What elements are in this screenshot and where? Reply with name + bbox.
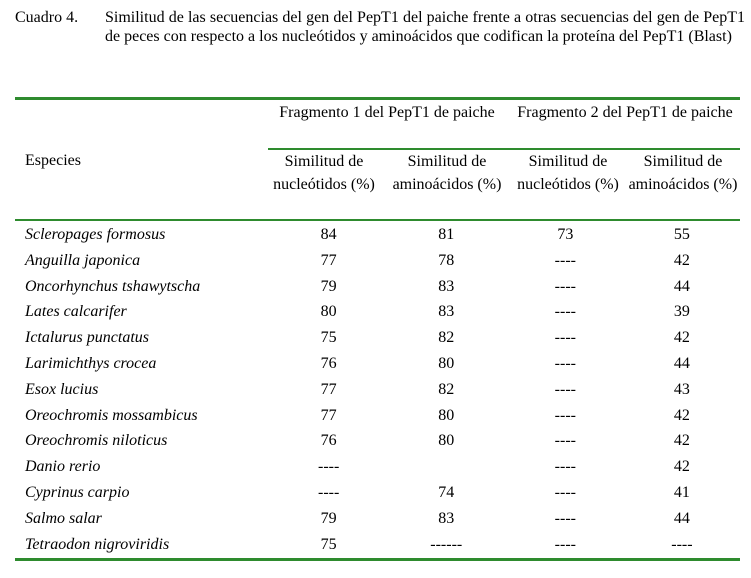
table-row <box>20 299 740 325</box>
value-cell-f2-ami: 41 <box>673 483 690 501</box>
table-row <box>20 248 740 274</box>
value-cell-f2-nuc: ---- <box>554 354 576 372</box>
header-f1-ami: Similitud de aminoácidos (%) <box>392 153 502 193</box>
value-cell-f2-ami: 42 <box>673 432 690 450</box>
table-row <box>20 403 740 429</box>
value-cell-f1-ami: 78 <box>438 251 455 269</box>
top-rule <box>15 97 740 100</box>
value-cell-f2-ami: 43 <box>673 380 690 398</box>
value-cell-f2-ami: 42 <box>673 458 690 476</box>
value-cell-f1-nuc: 75 <box>320 329 337 347</box>
species-cell: Larimichthys crocea <box>25 354 157 372</box>
species-cell: Anguilla japonica <box>25 251 141 269</box>
value-cell-f2-ami: 55 <box>673 226 690 243</box>
species-cell: Oncorhynchus tshawytscha <box>25 277 201 295</box>
species-cell: Esox lucius <box>25 380 99 398</box>
header-group2: Fragmento 2 del PepT1 de paiche <box>517 104 733 121</box>
header-group1: Fragmento 1 del PepT1 de paiche <box>279 104 495 121</box>
value-cell-f2-nuc: ---- <box>554 483 576 501</box>
value-cell-f1-ami: 82 <box>438 380 455 398</box>
species-cell: Ictalurus punctatus <box>25 329 149 347</box>
value-cell-f2-ami: ---- <box>671 535 693 553</box>
value-cell-f1-ami: 83 <box>438 303 455 321</box>
value-cell-f2-nuc: ---- <box>554 303 576 321</box>
table-row <box>20 532 740 558</box>
value-cell-f1-ami: 81 <box>438 226 455 243</box>
table-row <box>20 506 740 532</box>
value-cell-f2-ami: 44 <box>673 277 690 295</box>
value-cell-f1-nuc: 77 <box>320 380 337 398</box>
species-cell: Cyprinus carpio <box>25 483 130 501</box>
value-cell-f2-nuc: ---- <box>554 251 576 269</box>
species-cell: Oreochromis mossambicus <box>25 406 198 424</box>
value-cell-f2-nuc: ---- <box>554 509 576 527</box>
value-cell-f1-ami: 80 <box>438 354 455 372</box>
table-row <box>20 274 740 300</box>
value-cell-f1-ami: 83 <box>438 509 455 527</box>
value-cell-f1-nuc: 77 <box>320 251 337 269</box>
species-cell: Salmo salar <box>25 509 102 527</box>
species-cell: Lates calcarifer <box>25 303 127 321</box>
table-row <box>20 325 740 351</box>
value-cell-f1-ami: 80 <box>438 406 455 424</box>
value-cell-f2-nuc: ---- <box>554 277 576 295</box>
value-cell-f2-ami: 42 <box>673 329 690 347</box>
species-cell: Oreochromis niloticus <box>25 432 168 450</box>
species-cell: Danio rerio <box>25 458 101 476</box>
data-table <box>20 222 740 557</box>
value-cell-f2-nuc: ---- <box>554 458 576 476</box>
caption-text: Similitud de las secuencias del gen del PepT1 del paiche frente a otras secuencias del gen de PepT1 de peces con respecto a los nucleótidos y aminoácidos que codifican la proteína del PepT1 (Blast) <box>105 9 745 45</box>
value-cell-f1-nuc: 76 <box>320 354 337 372</box>
caption-label: Cuadro 4. <box>15 9 79 26</box>
species-cell: Scleropages formosus <box>25 226 166 243</box>
table-row <box>20 351 740 377</box>
header-species: Especies <box>25 152 81 169</box>
value-cell-f1-nuc: 77 <box>320 406 337 424</box>
value-cell-f2-nuc: 73 <box>557 226 574 243</box>
value-cell-f1-nuc: 84 <box>320 226 337 243</box>
header-f2-nuc: Similitud de nucleótidos (%) <box>517 153 619 193</box>
value-cell-f2-ami: 44 <box>673 354 690 372</box>
value-cell-f1-ami: ------ <box>430 535 463 553</box>
value-cell-f2-ami: 42 <box>673 406 690 424</box>
header-f2-ami: Similitud de aminoácidos (%) <box>628 153 738 193</box>
value-cell-f2-ami: 42 <box>673 251 690 269</box>
value-cell-f1-nuc: 76 <box>320 432 337 450</box>
value-cell-f1-nuc: ---- <box>318 458 340 476</box>
value-cell-f2-nuc: ---- <box>554 432 576 450</box>
value-cell-f2-nuc: ---- <box>554 380 576 398</box>
table-row <box>20 454 740 480</box>
value-cell-f1-ami: 74 <box>438 483 455 501</box>
value-cell-f1-ami: 82 <box>438 329 455 347</box>
value-cell-f1-nuc: ---- <box>318 483 340 501</box>
table-row <box>20 480 740 506</box>
table-row <box>20 377 740 403</box>
value-cell-f1-ami <box>386 454 507 480</box>
value-cell-f1-ami: 80 <box>438 432 455 450</box>
value-cell-f1-ami: 83 <box>438 277 455 295</box>
value-cell-f1-nuc: 80 <box>320 303 337 321</box>
header-rule <box>15 219 740 221</box>
value-cell-f2-ami: 44 <box>673 509 690 527</box>
value-cell-f2-nuc: ---- <box>554 406 576 424</box>
value-cell-f1-nuc: 75 <box>320 535 337 553</box>
value-cell-f2-ami: 39 <box>673 303 690 321</box>
bottom-rule <box>15 558 740 561</box>
value-cell-f2-nuc: ---- <box>554 535 576 553</box>
species-cell: Tetraodon nigroviridis <box>25 535 170 553</box>
value-cell-f1-nuc: 79 <box>320 277 337 295</box>
header-f1-nuc: Similitud de nucleótidos (%) <box>273 153 375 193</box>
value-cell-f1-nuc: 79 <box>320 509 337 527</box>
table-row <box>20 428 740 454</box>
table-row <box>20 222 740 248</box>
value-cell-f2-nuc: ---- <box>554 329 576 347</box>
